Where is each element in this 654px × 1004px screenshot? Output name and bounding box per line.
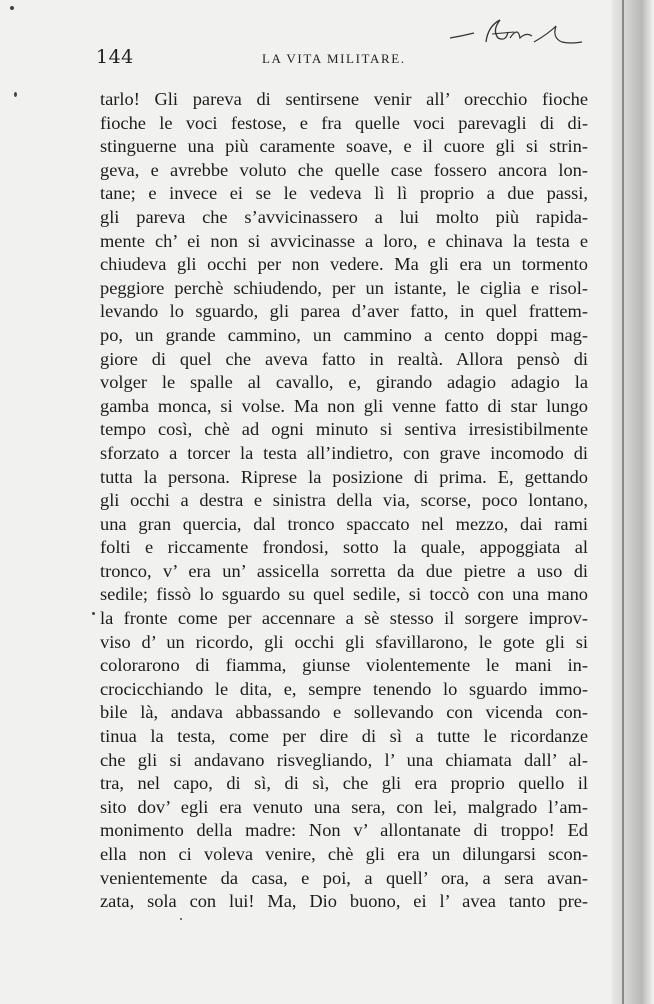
text-line: tane; e invece ei se le vedeva lì lì proprio a due passi, [100,183,588,204]
text-line: tra, nel capo, di sì, di sì, che gli era proprio quello il [100,773,588,794]
text-line: gli pareva che s’avvicinassero a lui molto più rapida- [100,206,588,227]
text-line: zata, sola con lui! Ma, Dio buono, ei l’ avea tanto pre- [100,891,588,912]
ink-speck [10,6,14,10]
text-line: fioche le voci festose, e fra quelle voci parevagli di di- [100,112,588,133]
ink-speck [92,612,95,615]
text-line: levando lo sguardo, gli parea d’aver fatto, in quel frattem- [100,301,588,322]
binding-edge [622,0,624,1004]
ink-speck [14,92,17,97]
text-line: tronco, v’ era un’ assicella sorretta da due pietre a uso di [100,560,588,581]
text-line: peggiore perchè schiudendo, per un istante, le ciglia e risol- [100,277,588,298]
text-line: tutta la persona. Riprese la posizione di prima. E, gettando [100,466,588,487]
text-line: gli occhi a destra e sinistra della via, scorse, poco lontano, [100,490,588,511]
text-line: giore di quel che aveva fatto in realtà. Allora pensò di [100,348,588,369]
text-line: po, un grande cammino, un cammino a cento doppi mag- [100,324,588,345]
text-line: sforzato a torcer la testa all’indietro, con grave incomodo di [100,442,588,463]
text-line: gamba monca, si volse. Ma non gli venne fatto di star lungo [100,395,588,416]
text-line: viso d’ un ricordo, gli occhi gli sfavillarono, le gote gli si [100,631,588,652]
text-line: bile là, andava abbassando e sollevando con vicenda con- [100,702,588,723]
ink-speck [180,918,182,920]
page-number: 144 [96,46,134,68]
text-line: sedile; fissò lo sguardo su quel sedile, si toccò con una mano [100,584,588,605]
text-line: mente ch’ ei non si avvicinasse a loro, e chinava la testa e [100,230,588,251]
running-head: LA VITA MILITARE. [262,51,406,66]
text-line: volger le spalle al cavallo, e, girando adagio adagio la [100,372,588,393]
text-line: la fronte come per accennare a sè stesso il sorgere improv- [100,608,588,629]
text-line: colorarono di fiamma, giunse violentemente le mani in- [100,655,588,676]
text-line: stinguerne una più caramente soave, e il cuore gli si strin- [100,136,588,157]
text-line: tempo così, chè ad ogni minuto si sentiva irresistibilmente [100,419,588,440]
text-line: geva, e avrebbe voluto che quelle case fossero ancora lon- [100,159,588,180]
text-line: tinua la testa, come per dire di sì a tutte le ricordanze [100,726,588,747]
text-line: ella non ci voleva venire, chè gli era un dilungarsi scon- [100,844,588,864]
text-line: folti e riccamente frondosi, sotto la quale, appoggiata al [100,537,588,558]
text-line: crocicchiando le dita, e, sempre tenendo lo sguardo immo- [100,678,588,699]
text-line: una gran quercia, dal tronco spaccato nel mezzo, dai rami [100,513,588,534]
text-line: tarlo! Gli pareva di sentirsene venir all’ orecchio fioche [100,89,588,109]
text-line: che gli si andavano risvegliando, l’ una chiamata dall’ al- [100,749,588,770]
text-line: venientemente da casa, e poi, a quell’ ora, a sera avan- [100,867,588,888]
text-line: monimento della madre: Non v’ allontanate di troppo! Ed [100,820,588,841]
page-header [94,46,594,74]
text-line: sito dov’ egli era venuto una sera, con lei, malgrado l’am- [100,796,588,817]
page-gutter [612,0,654,1004]
body-text [100,88,588,914]
text-line: chiudeva gli occhi per non vedere. Ma gli era un tormento [100,254,588,275]
